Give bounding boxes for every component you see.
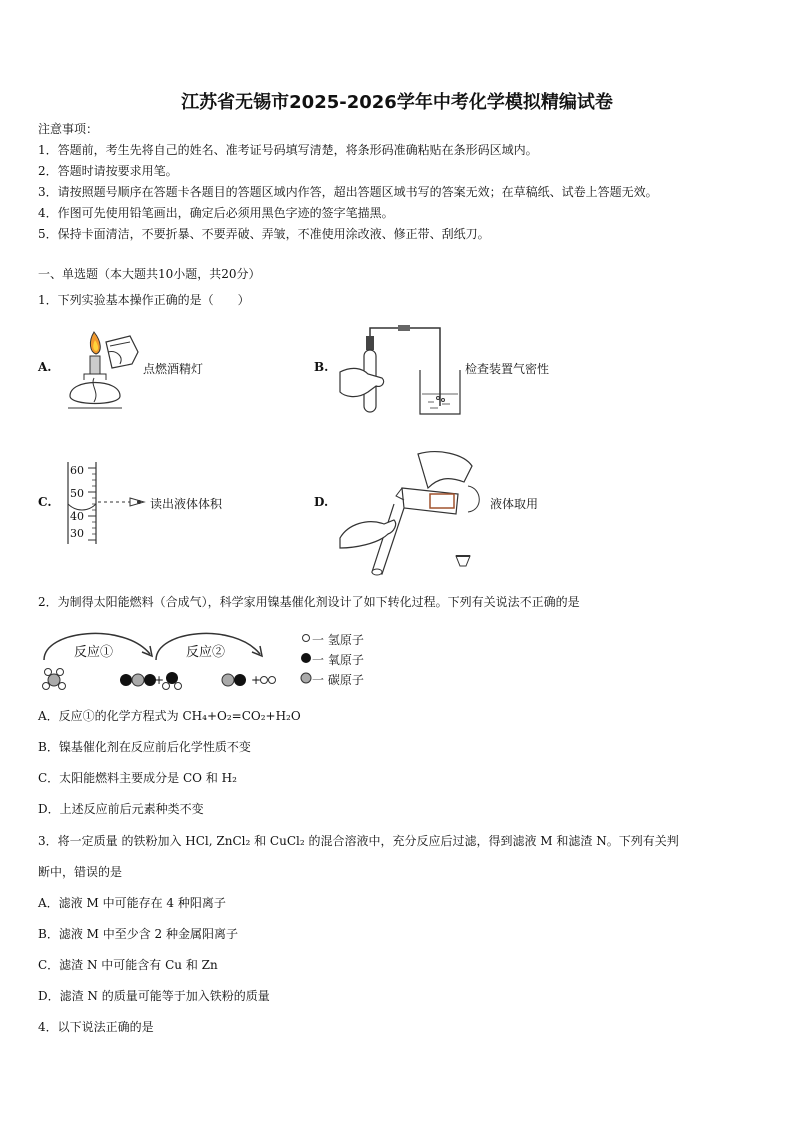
q1-option-c-label: C. <box>38 495 52 509</box>
q2-option: C．太阳能燃料主要成分是 CO 和 H₂ <box>38 771 237 785</box>
q1-option-b-label: B. <box>314 360 329 374</box>
q2-option: D．上述反应前后元素种类不变 <box>38 802 204 816</box>
question-3-stem-cont: 断中，错误的是 <box>38 865 123 879</box>
q1-option-a-label: A. <box>38 360 52 374</box>
section-heading: 一、单选题（本大题共10小题，共20分） <box>38 267 261 281</box>
cylinder-tick-label: 30 <box>70 527 84 540</box>
airtightness-check-figure <box>338 322 464 418</box>
notice-item: 4．作图可先使用铅笔画出，确定后必须用黑色字迹的签字笔描黑。 <box>38 206 394 220</box>
q1-option-a-text: 点燃酒精灯 <box>143 362 204 376</box>
question-2-stem: 2．为制得太阳能燃料（合成气），科学家用镍基催化剂设计了如下转化过程。下列有关说法不正确的是 <box>38 595 580 609</box>
cylinder-tick-label: 40 <box>70 510 84 523</box>
question-3-stem: 3．将一定质量 的铁粉加入 HCl, ZnCl₂ 和 CuCl₂ 的混合溶液中，充分反应后过滤，得到滤液 M 和滤渣 N。下列有关判 <box>38 834 679 848</box>
plus-sign: + <box>154 673 165 687</box>
notice-item: 2．答题时请按要求用笔。 <box>38 164 178 178</box>
alcohol-lamp-figure <box>60 322 144 414</box>
notice-item: 5．保持卡面清洁，不要折暴、不要弄破、弄皱，不准使用涂改液、修正带、刮纸刀。 <box>38 227 490 241</box>
notice-heading: 注意事项： <box>38 122 99 136</box>
liquid-pouring-figure <box>338 448 484 576</box>
q3-option: C．滤渣 N 中可能含有 Cu 和 Zn <box>38 958 218 972</box>
cylinder-tick-label: 60 <box>70 464 84 477</box>
q3-option: B．滤液 M 中至少含 2 种金属阳离子 <box>38 927 238 941</box>
reaction-2-label: 反应② <box>186 645 226 660</box>
legend-hydrogen: 一 氢原子 <box>312 633 364 647</box>
question-1-stem: 1．下列实验基本操作正确的是（ ） <box>38 293 250 307</box>
question-4-stem: 4．以下说法正确的是 <box>38 1020 154 1034</box>
q1-option-d-text: 液体取用 <box>490 497 539 511</box>
notice-item: 3．请按照题号顺序在答题卡各题目的答题区域内作答，超出答题区域书写的答案无效；在草稿纸、试卷上答题无效。 <box>38 185 658 199</box>
reaction-1-label: 反应① <box>74 645 114 660</box>
legend-carbon: 一 碳原子 <box>312 673 364 687</box>
plus-sign: + <box>251 673 262 687</box>
legend-oxygen: 一 氧原子 <box>312 653 364 667</box>
q2-option: A．反应①的化学方程式为 CH₄+O₂=CO₂+H₂O <box>38 709 301 723</box>
q1-option-d-label: D. <box>314 495 329 509</box>
page-title: 江苏省无锡市2025-2026学年中考化学模拟精编试卷 <box>181 92 613 113</box>
q1-option-c-text: 读出液体体积 <box>150 497 223 511</box>
q3-option: D．滤渣 N 的质量可能等于加入铁粉的质量 <box>38 989 270 1003</box>
cylinder-tick-label: 50 <box>70 487 84 500</box>
notice-item: 1．答题前，考生先将自己的姓名、准考证号码填写清楚，将条形码准确粘贴在条形码区域内。 <box>38 143 538 157</box>
q3-option: A．滤液 M 中可能存在 4 种阳离子 <box>38 896 226 910</box>
q1-option-b-text: 检查装置气密性 <box>465 362 550 376</box>
q2-option: B．镍基催化剂在反应前后化学性质不变 <box>38 740 251 754</box>
